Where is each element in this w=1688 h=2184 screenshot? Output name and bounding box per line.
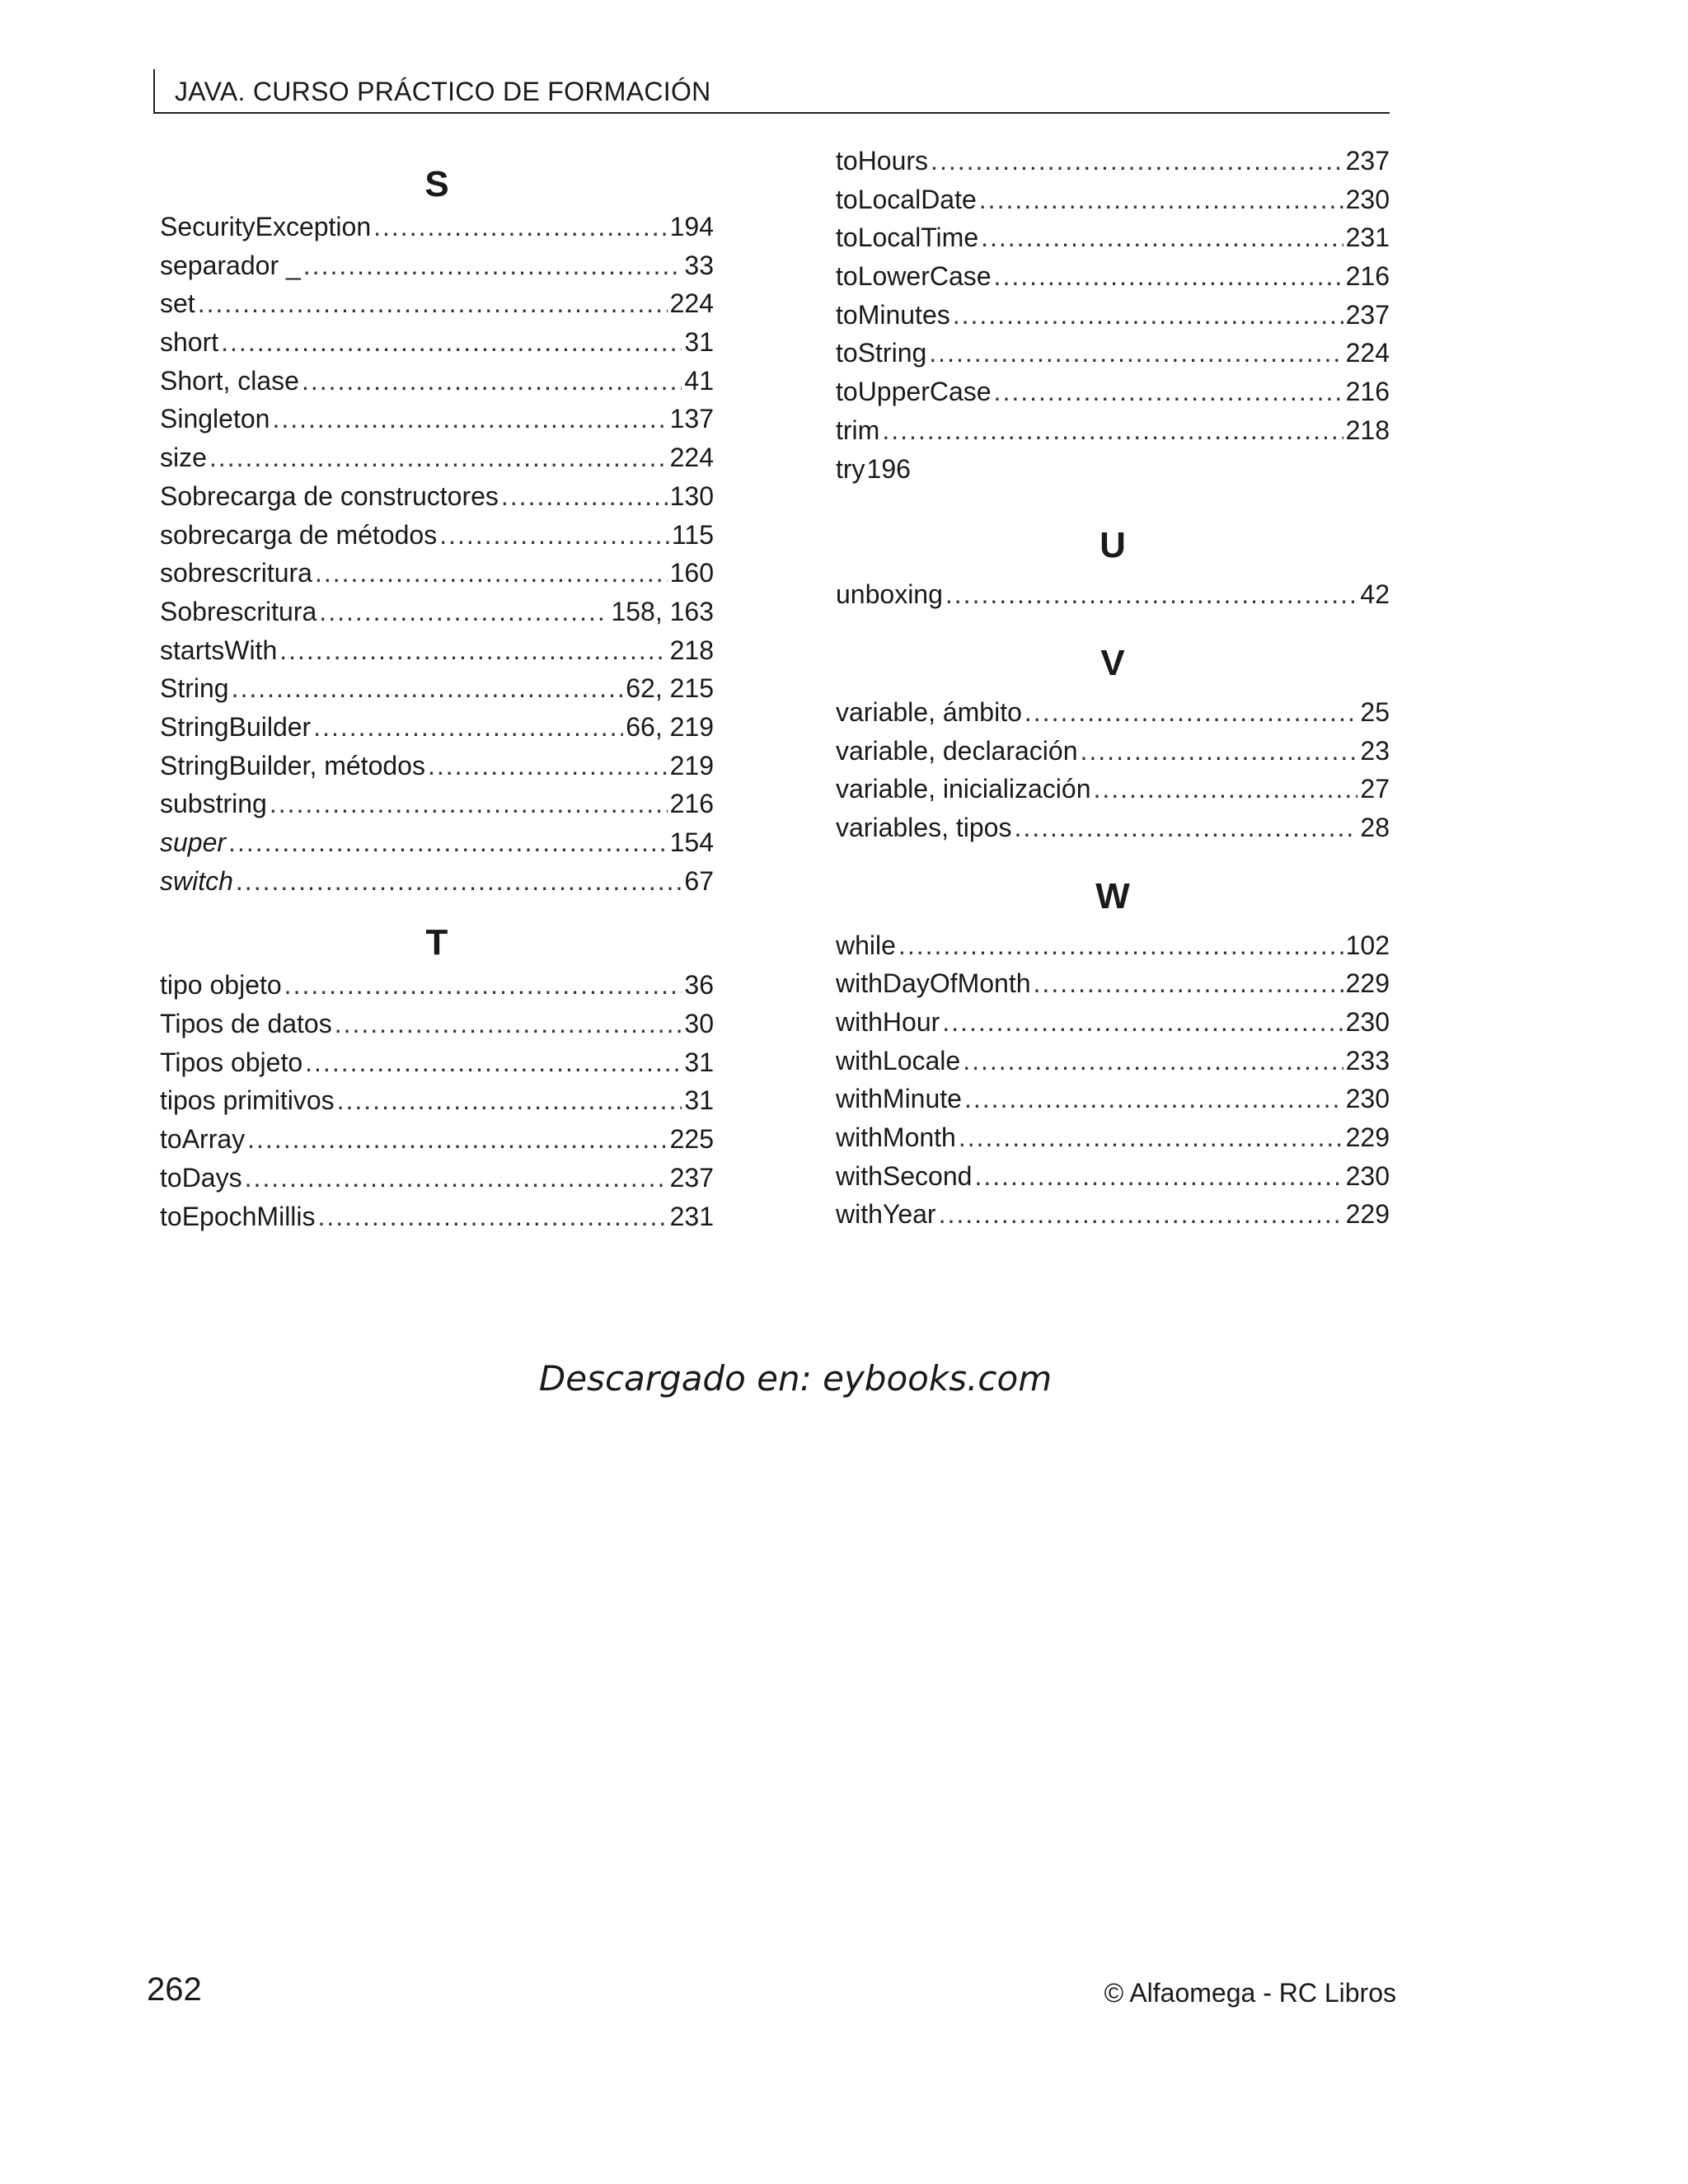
dot-leader (313, 708, 623, 747)
index-term: toUpperCase (836, 377, 992, 407)
dot-leader (373, 208, 667, 246)
dot-leader (198, 284, 668, 323)
dot-leader (245, 1159, 668, 1197)
index-term: Tipos objeto (160, 1047, 303, 1077)
section-letter: W (1095, 875, 1130, 916)
index-entry (160, 246, 714, 285)
index-entry (160, 284, 714, 323)
running-title: JAVA. CURSO PRÁCTICO DE FORMACIÓN (175, 77, 711, 106)
index-left-column (160, 162, 714, 1235)
index-term: Singleton (160, 404, 270, 434)
dot-leader (236, 862, 682, 901)
dot-leader (979, 180, 1343, 219)
index-page-ref: 225 (669, 1124, 714, 1155)
index-page-ref: 137 (669, 404, 714, 434)
index-page-ref: 231 (1345, 223, 1390, 253)
index-term: variables, tipos (836, 812, 1012, 842)
dot-leader (279, 631, 667, 670)
dot-leader (303, 246, 682, 285)
index-page-ref: 194 (669, 212, 714, 241)
index-term: tipo objeto (160, 970, 282, 1001)
index-term: StringBuilder (160, 711, 312, 742)
index-page-ref: 216 (1345, 377, 1390, 407)
index-term: withDayOfMonth (836, 968, 1031, 999)
index-page-ref: 230 (1345, 1160, 1390, 1191)
index-entry (836, 693, 1390, 732)
index-term: toLocalDate (836, 184, 977, 214)
page-number: 262 (147, 1971, 202, 2008)
index-page-ref: 233 (1345, 1045, 1390, 1076)
index-entry (836, 218, 1390, 257)
index-entry (836, 575, 1390, 614)
dot-leader (284, 966, 682, 1005)
index-entry (836, 1042, 1390, 1080)
dot-leader (501, 477, 668, 516)
dot-leader (272, 400, 667, 438)
index-term: variable, ámbito (836, 696, 1022, 727)
index-term: toString (836, 338, 927, 368)
index-page-ref: 237 (1345, 299, 1390, 330)
index-section-v (836, 640, 1390, 847)
index-section-w (836, 874, 1390, 1235)
index-term: Sobrescritura (160, 596, 317, 626)
index-entry (836, 411, 1390, 450)
index-page-ref: 33 (684, 250, 714, 280)
index-entry (160, 554, 714, 593)
index-page-ref: 154 (669, 827, 714, 857)
index-term: toEpochMillis (160, 1201, 316, 1231)
index-page-ref: 230 (1345, 1007, 1390, 1037)
dot-leader (1034, 964, 1343, 1003)
dot-leader (959, 1118, 1343, 1157)
index-page-ref: 224 (669, 443, 714, 473)
index-page-ref: 28 (1360, 812, 1390, 842)
index-page-ref: 218 (669, 635, 714, 665)
index-entry (160, 966, 714, 1005)
dot-leader (221, 323, 682, 362)
dot-leader (315, 554, 668, 593)
index-term: Tipos de datos (160, 1009, 332, 1039)
index-page-ref: 66, 219 (626, 711, 714, 742)
dot-leader (939, 1195, 1343, 1234)
dot-leader (1081, 732, 1358, 771)
copyright-notice: © Alfaomega - RC Libros (1104, 1978, 1396, 2008)
index-page-ref: 23 (1360, 735, 1390, 766)
index-term: short (160, 327, 219, 358)
dot-leader (228, 823, 668, 862)
index-term: toHours (836, 146, 929, 176)
dot-leader (942, 1003, 1343, 1042)
index-page-ref: 196 (866, 453, 911, 484)
index-page-ref: 231 (669, 1201, 714, 1231)
dot-leader (994, 257, 1343, 296)
index-entry (160, 1043, 714, 1082)
index-right-column (836, 146, 1390, 1234)
index-entry (160, 208, 714, 246)
index-page-ref: 216 (1345, 261, 1390, 292)
dot-leader (945, 575, 1358, 614)
dot-leader (302, 362, 682, 401)
index-term: Sobrecarga de constructores (160, 480, 499, 511)
dot-leader (335, 1005, 682, 1043)
section-letter: T (425, 922, 448, 963)
index-entry (836, 808, 1390, 847)
index-term: withSecond (836, 1160, 973, 1191)
index-page-ref: 42 (1360, 579, 1390, 610)
index-term: while (836, 930, 896, 960)
index-term: StringBuilder, métodos (160, 750, 425, 780)
index-page-ref: 27 (1360, 774, 1390, 804)
index-section-s (160, 162, 714, 900)
dot-leader (1025, 693, 1358, 732)
index-entry (836, 257, 1390, 296)
index-entry (836, 450, 1390, 489)
index-term: toArray (160, 1124, 246, 1155)
index-page-ref: 67 (684, 865, 714, 896)
index-page-ref: 30 (684, 1009, 714, 1039)
index-page-ref: 130 (669, 480, 714, 511)
index-entry (160, 631, 714, 670)
entry-list (836, 926, 1390, 1235)
index-entry (160, 400, 714, 438)
dot-leader (209, 438, 668, 477)
index-entry (836, 732, 1390, 771)
index-term: super (160, 827, 227, 857)
index-term: switch (160, 865, 233, 896)
dot-leader (994, 373, 1343, 411)
index-term: Short, clase (160, 365, 299, 396)
index-term: withMinute (836, 1084, 962, 1114)
index-term: toDays (160, 1162, 242, 1193)
index-entry (160, 862, 714, 901)
index-entry (160, 747, 714, 785)
index-page-ref: 218 (1345, 415, 1390, 445)
index-entry (836, 334, 1390, 373)
index-term: tipos primitivos (160, 1085, 335, 1116)
index-entry (836, 1195, 1390, 1234)
dot-leader (319, 593, 608, 631)
section-letter: V (1100, 642, 1125, 683)
index-entry (160, 323, 714, 362)
index-term: withYear (836, 1199, 936, 1230)
index-page-ref: 229 (1345, 1122, 1390, 1153)
dot-leader (318, 1197, 668, 1236)
dot-leader (247, 1120, 667, 1159)
index-entry (160, 1159, 714, 1197)
index-page-ref: 41 (684, 365, 714, 396)
dot-leader (305, 1043, 682, 1082)
index-page-ref: 31 (684, 1047, 714, 1077)
section-letter: S (424, 164, 449, 204)
dot-leader (953, 296, 1343, 335)
index-page-ref: 224 (669, 288, 714, 319)
index-entry (836, 964, 1390, 1003)
index-entry (160, 1120, 714, 1159)
dot-leader (428, 747, 668, 785)
index-entry (836, 1003, 1390, 1042)
section-letter: U (1100, 525, 1126, 566)
index-entry (836, 1118, 1390, 1157)
index-term: toMinutes (836, 299, 950, 330)
download-watermark: Descargado en: eybooks.com (538, 1358, 1053, 1399)
dot-leader (964, 1080, 1343, 1118)
index-entry (160, 438, 714, 477)
index-page-ref: 229 (1345, 1199, 1390, 1230)
index-term: withHour (836, 1007, 940, 1037)
dot-leader (974, 1157, 1343, 1196)
entry-list (160, 966, 714, 1235)
index-entry (160, 669, 714, 708)
entry-list (836, 575, 1390, 614)
index-entry (836, 373, 1390, 411)
index-page-ref: 62, 215 (626, 673, 714, 704)
index-term: toLowerCase (836, 261, 992, 292)
index-section-u (836, 523, 1390, 614)
dot-leader (931, 142, 1343, 180)
index-entry (160, 1197, 714, 1236)
dot-leader (232, 669, 624, 708)
dot-leader (270, 785, 668, 823)
index-term: withLocale (836, 1045, 961, 1076)
index-term: String (160, 673, 229, 704)
index-entry (160, 1081, 714, 1120)
index-term: variable, declaración (836, 735, 1078, 766)
dot-leader (981, 218, 1343, 257)
index-entry (160, 708, 714, 747)
dot-leader (929, 334, 1343, 373)
index-page-ref: 230 (1345, 1084, 1390, 1114)
entry-list (836, 142, 1390, 488)
dot-leader (1014, 808, 1357, 847)
index-page-ref: 25 (1360, 696, 1390, 727)
index-page-ref: 31 (684, 327, 714, 358)
index-term: sobrescritura (160, 558, 312, 588)
index-entry (836, 142, 1390, 180)
index-term: try (836, 453, 865, 484)
index-term: variable, inicialización (836, 774, 1091, 804)
index-page-ref: 31 (684, 1085, 714, 1116)
index-entry (160, 477, 714, 516)
index-page-ref: 102 (1345, 930, 1390, 960)
index-entry (160, 362, 714, 401)
index-entry (836, 296, 1390, 335)
index-page-ref: 237 (669, 1162, 714, 1193)
index-page-ref: 219 (669, 750, 714, 780)
dot-leader (882, 411, 1343, 450)
index-term: separador _ (160, 250, 301, 280)
index-term: unboxing (836, 579, 943, 610)
index-page-ref: 36 (684, 970, 714, 1001)
index-entry (836, 926, 1390, 965)
index-term: size (160, 443, 207, 473)
index-entry (160, 785, 714, 823)
index-entry (160, 516, 714, 555)
index-term: SecurityException (160, 212, 372, 241)
index-page-ref: 216 (669, 789, 714, 819)
dot-leader (963, 1042, 1343, 1080)
index-page-ref: 224 (1345, 338, 1390, 368)
index-term: startsWith (160, 635, 278, 665)
index-term: set (160, 288, 195, 319)
index-page-ref: 230 (1345, 184, 1390, 214)
index-term: trim (836, 415, 880, 445)
dot-leader (898, 926, 1343, 965)
running-header (153, 69, 1390, 114)
index-page-ref: 115 (671, 519, 714, 550)
index-page-ref: 229 (1345, 968, 1390, 999)
index-page-ref: 158, 163 (611, 596, 714, 626)
index-entry (836, 1080, 1390, 1118)
index-term: sobrecarga de métodos (160, 519, 438, 550)
dot-leader (337, 1081, 682, 1120)
index-entry (160, 823, 714, 862)
index-entry (160, 593, 714, 631)
entry-list (160, 208, 714, 900)
dot-leader (439, 516, 669, 555)
index-section-t-continued (836, 142, 1390, 488)
entry-list (836, 693, 1390, 847)
index-page-ref: 160 (669, 558, 714, 588)
index-section-t (160, 920, 714, 1235)
index-term: toLocalTime (836, 223, 979, 253)
index-term: substring (160, 789, 267, 819)
index-entry (160, 1005, 714, 1043)
index-entry (836, 770, 1390, 808)
index-term: withMonth (836, 1122, 956, 1153)
index-page-ref: 237 (1345, 146, 1390, 176)
index-entry (836, 180, 1390, 219)
index-entry (836, 1157, 1390, 1196)
dot-leader (1093, 770, 1357, 808)
